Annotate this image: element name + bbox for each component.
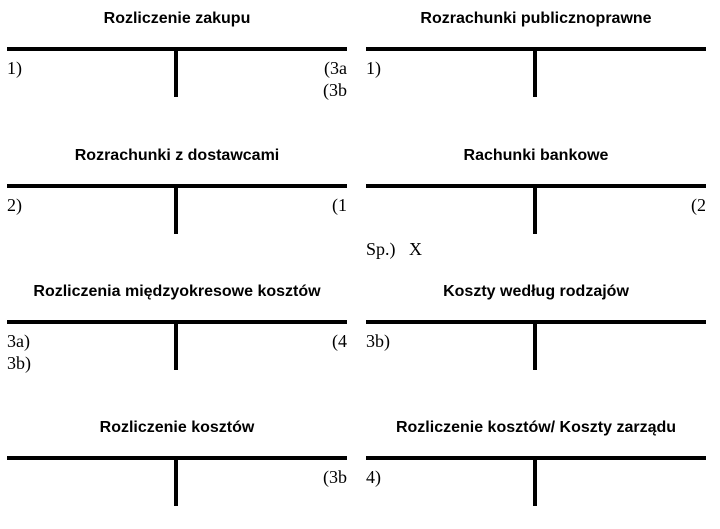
account-title: Rozliczenie kosztów/ Koszty zarządu [395,419,677,436]
credit-entry: (1 [332,195,347,215]
account-title: Rozrachunki z dostawcami [74,147,280,164]
debit-entry: 3b) [7,353,31,373]
credit-entry: (3a [324,58,347,78]
t-account-vertical-line [174,188,178,234]
t-account-rachunki-bankowe [366,147,706,257]
t-account-rozliczenia-miedzyokresowe-kosztow [7,283,347,393]
debit-side [366,57,381,79]
debit-entry: 3b) [366,331,390,351]
account-title: Rozliczenie kosztów [99,419,255,436]
t-account-rozliczenie-kosztow-koszty-zarzadu [366,419,706,529]
t-account-rozliczenie-kosztow [7,419,347,529]
credit-side [323,466,347,488]
t-account-rozliczenie-zakupu [7,10,347,120]
debit-entry: 4) [366,467,381,487]
t-account-vertical-line [174,324,178,370]
t-account-vertical-line [174,51,178,97]
t-account-vertical-line [533,51,537,97]
debit-side [366,466,381,488]
account-title: Koszty według rodzajów [443,283,629,300]
t-account-vertical-line [533,460,537,506]
account-title: Rozliczenie zakupu [103,10,251,27]
debit-entry: 1) [366,58,381,78]
debit-entry: 3a) [7,331,30,351]
t-account-vertical-line [533,188,537,234]
t-account-vertical-line [533,324,537,370]
debit-side [7,194,22,216]
t-account-rozrachunki-z-dostawcami [7,147,347,257]
debit-entry: 2) [7,195,22,215]
t-account-vertical-line [174,460,178,506]
credit-entry: (3b [323,467,347,487]
credit-side [332,194,347,216]
debit-side [7,57,22,79]
debit-entry: 1) [7,58,22,78]
credit-entry: (2 [691,195,706,215]
debit-entry: Sp.) X [366,239,423,259]
debit-side [7,330,31,374]
credit-side [323,57,347,101]
t-account-koszty-wedlug-rodzajow [366,283,706,393]
account-title: Rozliczenia międzyokresowe kosztów [33,283,321,300]
account-title: Rozrachunki publicznoprawne [420,10,652,27]
debit-side [366,330,390,352]
credit-side [332,330,347,352]
account-title: Rachunki bankowe [463,147,609,164]
credit-entry: (4 [332,331,347,351]
t-account-rozrachunki-publicznoprawne [366,10,706,120]
credit-side [691,194,706,216]
credit-entry: (3b [323,80,347,100]
